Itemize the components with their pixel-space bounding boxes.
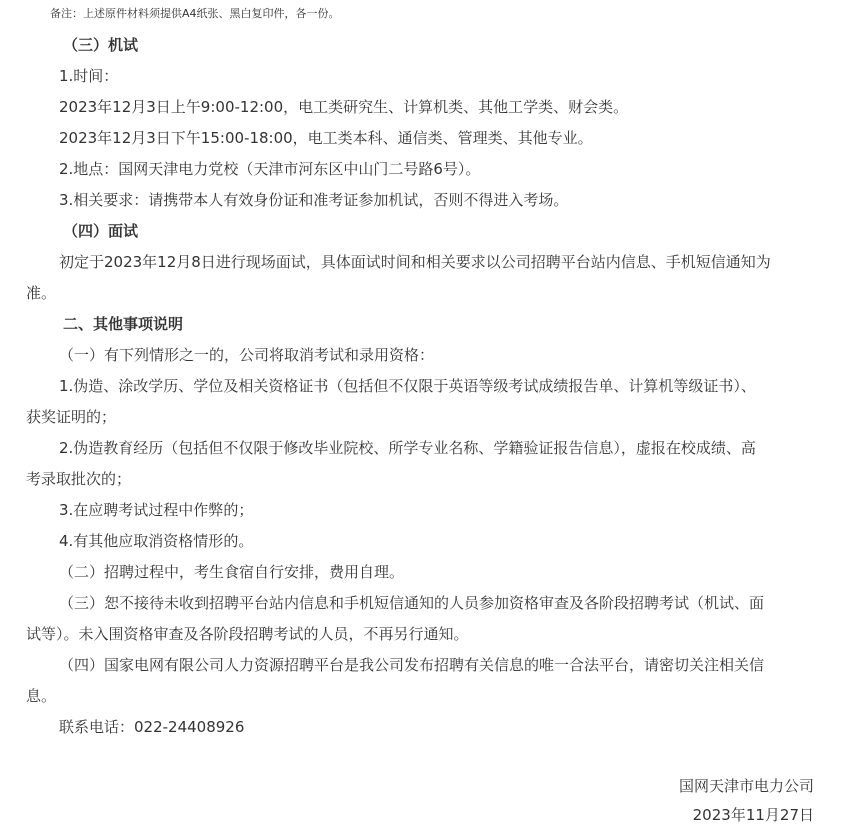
disqualification-item-1-line1: 1.伪造、涂改学历、学位及相关资格证书（包括但不仅限于英语等级考试成绩报告单、计算机等级证书）、 — [59, 377, 756, 395]
issue-date: 2023年11月27日 — [692, 806, 814, 824]
time-slot-afternoon: 2023年12月3日下午15:00-18:00，电工类本科、通信类、管理类、其他专业。 — [59, 129, 593, 147]
point-2-text: （二）招聘过程中，考生食宿自行安排，费用自理。 — [59, 563, 405, 581]
time-slot-morning: 2023年12月3日上午9:00-12:00，电工类研究生、计算机类、其他工学类、财会类。 — [59, 98, 629, 116]
disqualification-item-2-line1: 2.伪造教育经历（包括但不仅限于修改毕业院校、所学专业名称、学籍验证报告信息），虚报在校成绩、高 — [59, 439, 756, 457]
section-heading-interview: （四）面试 — [63, 222, 139, 240]
interview-text-line1: 初定于2023年12月8日进行现场面试，具体面试时间和相关要求以公司招聘平台站内信息、手机短信通知为 — [59, 253, 771, 271]
disqualification-item-3: 3.在应聘考试过程中作弊的； — [59, 501, 254, 519]
point-4-line1: （四）国家电网有限公司人力资源招聘平台是我公司发布招聘有关信息的唯一合法平台，请密切关注相关信 — [59, 656, 765, 674]
disqualification-item-2-line2: 考录取批次的； — [26, 470, 132, 488]
disqualification-intro: （一）有下列情形之一的，公司将取消考试和录用资格： — [59, 346, 435, 364]
point-3-line2: 试等）。未入围资格审查及各阶段招聘考试的人员，不再另行通知。 — [26, 625, 469, 643]
point-3-line1: （三）恕不接待未收到招聘平台站内信息和手机短信通知的人员参加资格审查及各阶段招聘考试（机试、面 — [59, 594, 765, 612]
signature-block — [679, 772, 814, 830]
section-heading-other: 二、其他事项说明 — [63, 315, 184, 333]
requirement-text: 3.相关要求：请携带本人有效身份证和准考证参加机试，否则不得进入考场。 — [59, 191, 569, 209]
disqualification-item-4: 4.有其他应取消资格情形的。 — [59, 532, 254, 550]
section-heading-machine-test: （三）机试 — [63, 36, 139, 54]
location-text: 2.地点：国网天津电力党校（天津市河东区中山门二号路6号）。 — [59, 160, 481, 178]
interview-text-line2: 准。 — [26, 284, 57, 302]
time-label: 1.时间： — [59, 67, 119, 85]
issuing-organization: 国网天津市电力公司 — [678, 777, 814, 795]
contact-phone: 联系电话：022-24408926 — [59, 718, 245, 736]
disqualification-item-1-line2: 获奖证明的； — [26, 408, 117, 426]
note-text: 备注：上述原件材料须提供A4纸张、黑白复印件，各一份。 — [50, 7, 340, 20]
point-4-line2: 息。 — [26, 687, 57, 705]
document-body — [26, 30, 816, 743]
